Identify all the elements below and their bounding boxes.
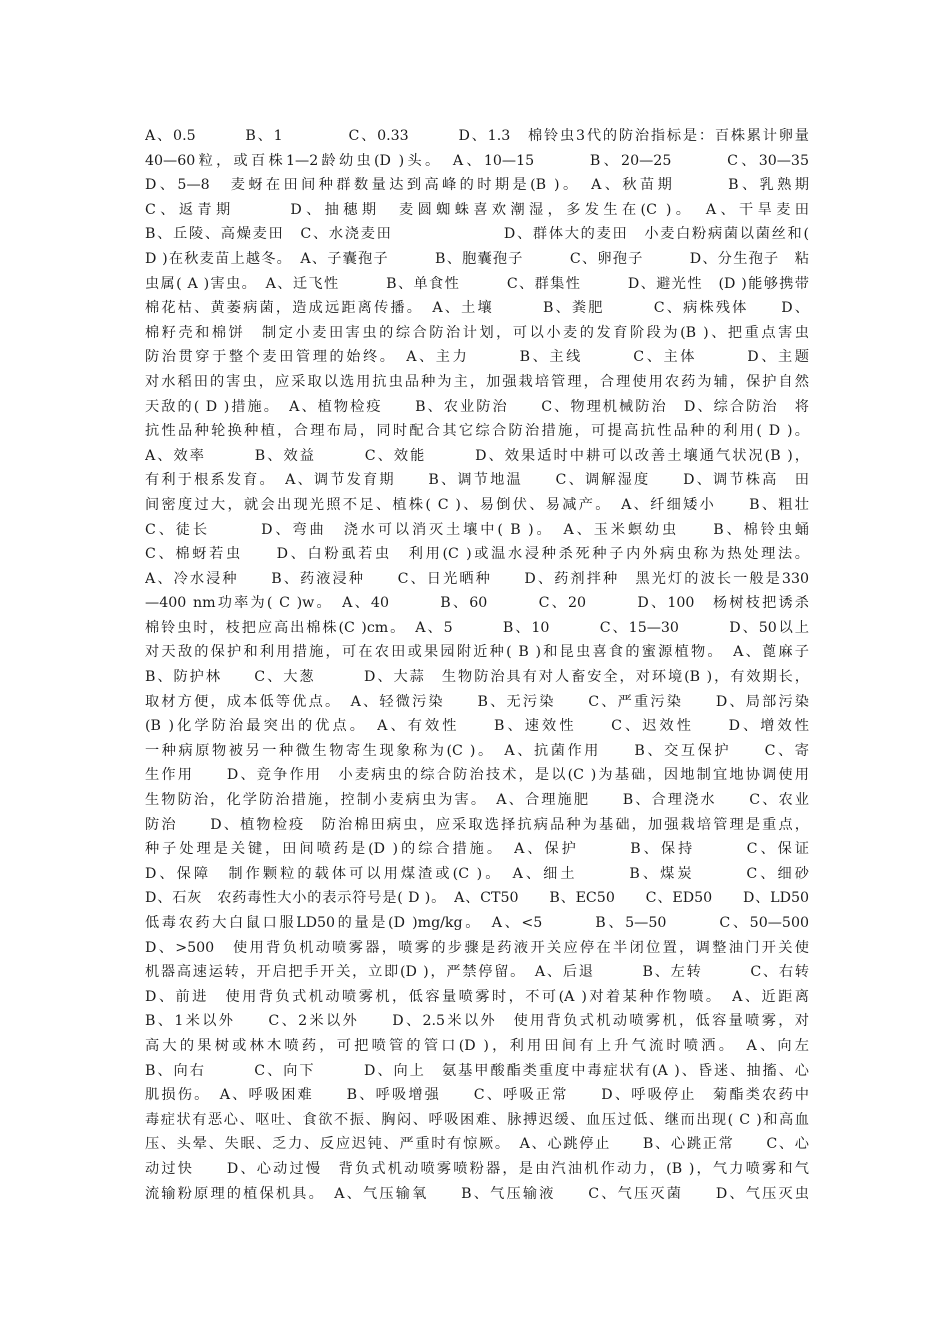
text-line: 取材方便，成本低等优点。 A、轻微污染 B、无污染 C、严重污染 D、局部污染: [145, 693, 809, 710]
text-line: 机器高速运转，开启把手开关，立即(D )，严禁停留。 A、后退 B、左转 C、右转: [145, 964, 809, 981]
text-line: 棉铃虫时，枝把应高出棉株(C )cm。 A、5 B、10 C、15—30 D、50以上: [145, 619, 809, 636]
text-line: 天敌的( D )措施。 A、植物检疫 B、农业防治 C、物理机械防治 D、综合防治 将: [145, 398, 809, 415]
text-line: 有利于根系发育。 A、调节发育期 B、调节地温 C、调解湿度 D、调节株高 田: [145, 472, 809, 489]
text-line: D、5—8 麦蚜在田间种群数量达到高峰的时期是(B )。 A、秋苗期 B、乳熟期: [145, 177, 809, 194]
text-line: (B )化学防治最突出的优点。 A、有效性 B、速效性 C、迟效性 D、增效性: [145, 718, 809, 735]
text-line: B、防护林 C、大葱 D、大蒜 生物防治具有对人畜安全，对环境(B )，有效期长，: [145, 669, 809, 686]
text-line: D、石灰 农药毒性大小的表示符号是( D )。 A、CT50 B、EC50 C、ED50 D、LD50: [145, 890, 809, 907]
text-line: D、保障 制作颗粒的载体可以用煤渣或(C )。 A、细土 B、煤炭 C、细砂: [145, 865, 809, 882]
text-line: A、0.5 B、1 C、0.33 D、1.3 棉铃虫3代的防治指标是：百株累计卵量: [145, 128, 809, 144]
text-line: B、1米以外 C、2米以外 D、2.5米以外 使用背负式机动喷雾机，低容量喷雾，对: [145, 1013, 809, 1030]
text-line: 生物防治，化学防治措施，控制小麦病虫为害。 A、合理施肥 B、合理浇水 C、农业: [145, 792, 809, 809]
text-line: B、向右 C、向下 D、向上 氨基甲酸酯类重度中毒症状有(A )、昏迷、抽搐、心: [145, 1062, 809, 1079]
text-line: 防治 D、植物检疫 防治棉田病虫，应采取选择抗病品种为基础，加强栽培管理是重点，: [145, 816, 809, 833]
text-line: 抗性品种轮换种植，合理布局，同时配合其它综合防治措施，可提高抗性品种的利用( D )。: [145, 423, 809, 440]
text-line: C、棉蚜若虫 D、白粉虱若虫 利用(C )或温水浸种杀死种子内外病虫称为热处理法。: [145, 546, 809, 563]
text-line: A、效率 B、效益 C、效能 D、效果适时中耕可以改善土壤通气状况(B )，: [145, 447, 809, 464]
text-line: 对水稻田的害虫，应采取以选用抗虫品种为主，加强栽培管理，合理使用农药为辅，保护自然: [145, 373, 809, 390]
text-line: 棉花枯、黄萎病菌，造成远距离传播。 A、土壤 B、粪肥 C、病株残体 D、: [145, 300, 809, 317]
text-line: C、返青期 D、抽穗期 麦圆蜘蛛喜欢潮湿，多发生在(C )。 A、干旱麦田: [145, 201, 809, 218]
text-line: 40—60粒，或百株1—2龄幼虫(D )头。 A、10—15 B、20—25 C、30—35: [145, 152, 809, 169]
text-line: 间密度过大，就会出现光照不足、植株( C )、易倒伏、易减产。 A、纤细矮小 B、粗壮: [145, 496, 809, 513]
text-line: 棉籽壳和棉饼 制定小麦田害虫的综合防治计划，可以小麦的发育阶段为(B )、把重点害虫: [145, 324, 809, 341]
text-line: 肌损伤。 A、呼吸困难 B、呼吸增强 C、呼吸正常 D、呼吸停止 菊酯类农药中: [145, 1087, 809, 1104]
text-line: C、徒长 D、弯曲 浇水可以消灭土壤中( B )。 A、玉米螟幼虫 B、棉铃虫蛹: [145, 521, 809, 538]
text-line: —400 nm功率为( C )w。 A、40 B、60 C、20 D、100 杨树枝把诱杀: [145, 595, 809, 612]
text-line: 动过快 D、心动过慢 背负式机动喷雾喷粉器，是由汽油机作动力，(B )，气力喷雾和气: [145, 1160, 809, 1177]
text-line: 对天敌的保护和利用措施，可在农田或果园附近种( B )和昆虫喜食的蜜源植物。 A、蓖麻子: [145, 644, 809, 661]
document-body: [145, 124, 809, 1206]
text-line: B、丘陵、高燥麦田 C、水浇麦田 D、群体大的麦田 小麦白粉病菌以菌丝和(: [145, 226, 809, 243]
text-line: 流输粉原理的植保机具。 A、气压输氧 B、气压输液 C、气压灭菌 D、气压灭虫: [145, 1185, 809, 1202]
text-line: D、前进 使用背负式机动喷雾机，低容量喷雾时，不可(A )对着某种作物喷。 A、近距离: [145, 988, 809, 1005]
text-line: D )在秋麦苗上越冬。 A、子囊孢子 B、胞囊孢子 C、卵孢子 D、分生孢子 粘: [145, 250, 809, 267]
text-line: 虫属( A )害虫。 A、迁飞性 B、单食性 C、群集性 D、避光性 (D )能够携带: [145, 275, 809, 292]
text-line: A、冷水浸种 B、药液浸种 C、日光晒种 D、药剂拌种 黑光灯的波长一般是330: [145, 570, 809, 587]
text-line: D、>500 使用背负机动喷雾器，喷雾的步骤是药液开关应停在半闭位置，调整油门开关使: [145, 939, 809, 956]
text-line: 种子处理是关键，田间喷药是(D )的综合措施。 A、保护 B、保持 C、保证: [145, 841, 809, 858]
text-line: 防治贯穿于整个麦田管理的始终。 A、主力 B、主线 C、主体 D、主题: [145, 349, 809, 366]
text-line: 压、头晕、失眠、乏力、反应迟钝、严重时有惊厥。 A、心跳停止 B、心跳正常 C、心: [145, 1136, 809, 1153]
text-line: 低毒农药大白鼠口服LD50的量是(D )mg/kg。 A、<5 B、5—50 C、50—500: [145, 915, 809, 931]
text-line: 生作用 D、竞争作用 小麦病虫的综合防治技术，是以(C )为基础，因地制宜地协调使用: [145, 767, 809, 784]
text-line: 毒症状有恶心、呕吐、食欲不振、胸闷、呼吸困难、脉搏迟缓、血压过低、继而出现( C )和高血: [145, 1111, 809, 1128]
text-line: 一种病原物被另一种微生物寄生现象称为(C )。 A、抗菌作用 B、交互保护 C、寄: [145, 742, 809, 759]
text-line: 高大的果树或林木喷药，可把喷管的管口(D )，利用田间有上升气流时喷洒。 A、向左: [145, 1037, 809, 1054]
